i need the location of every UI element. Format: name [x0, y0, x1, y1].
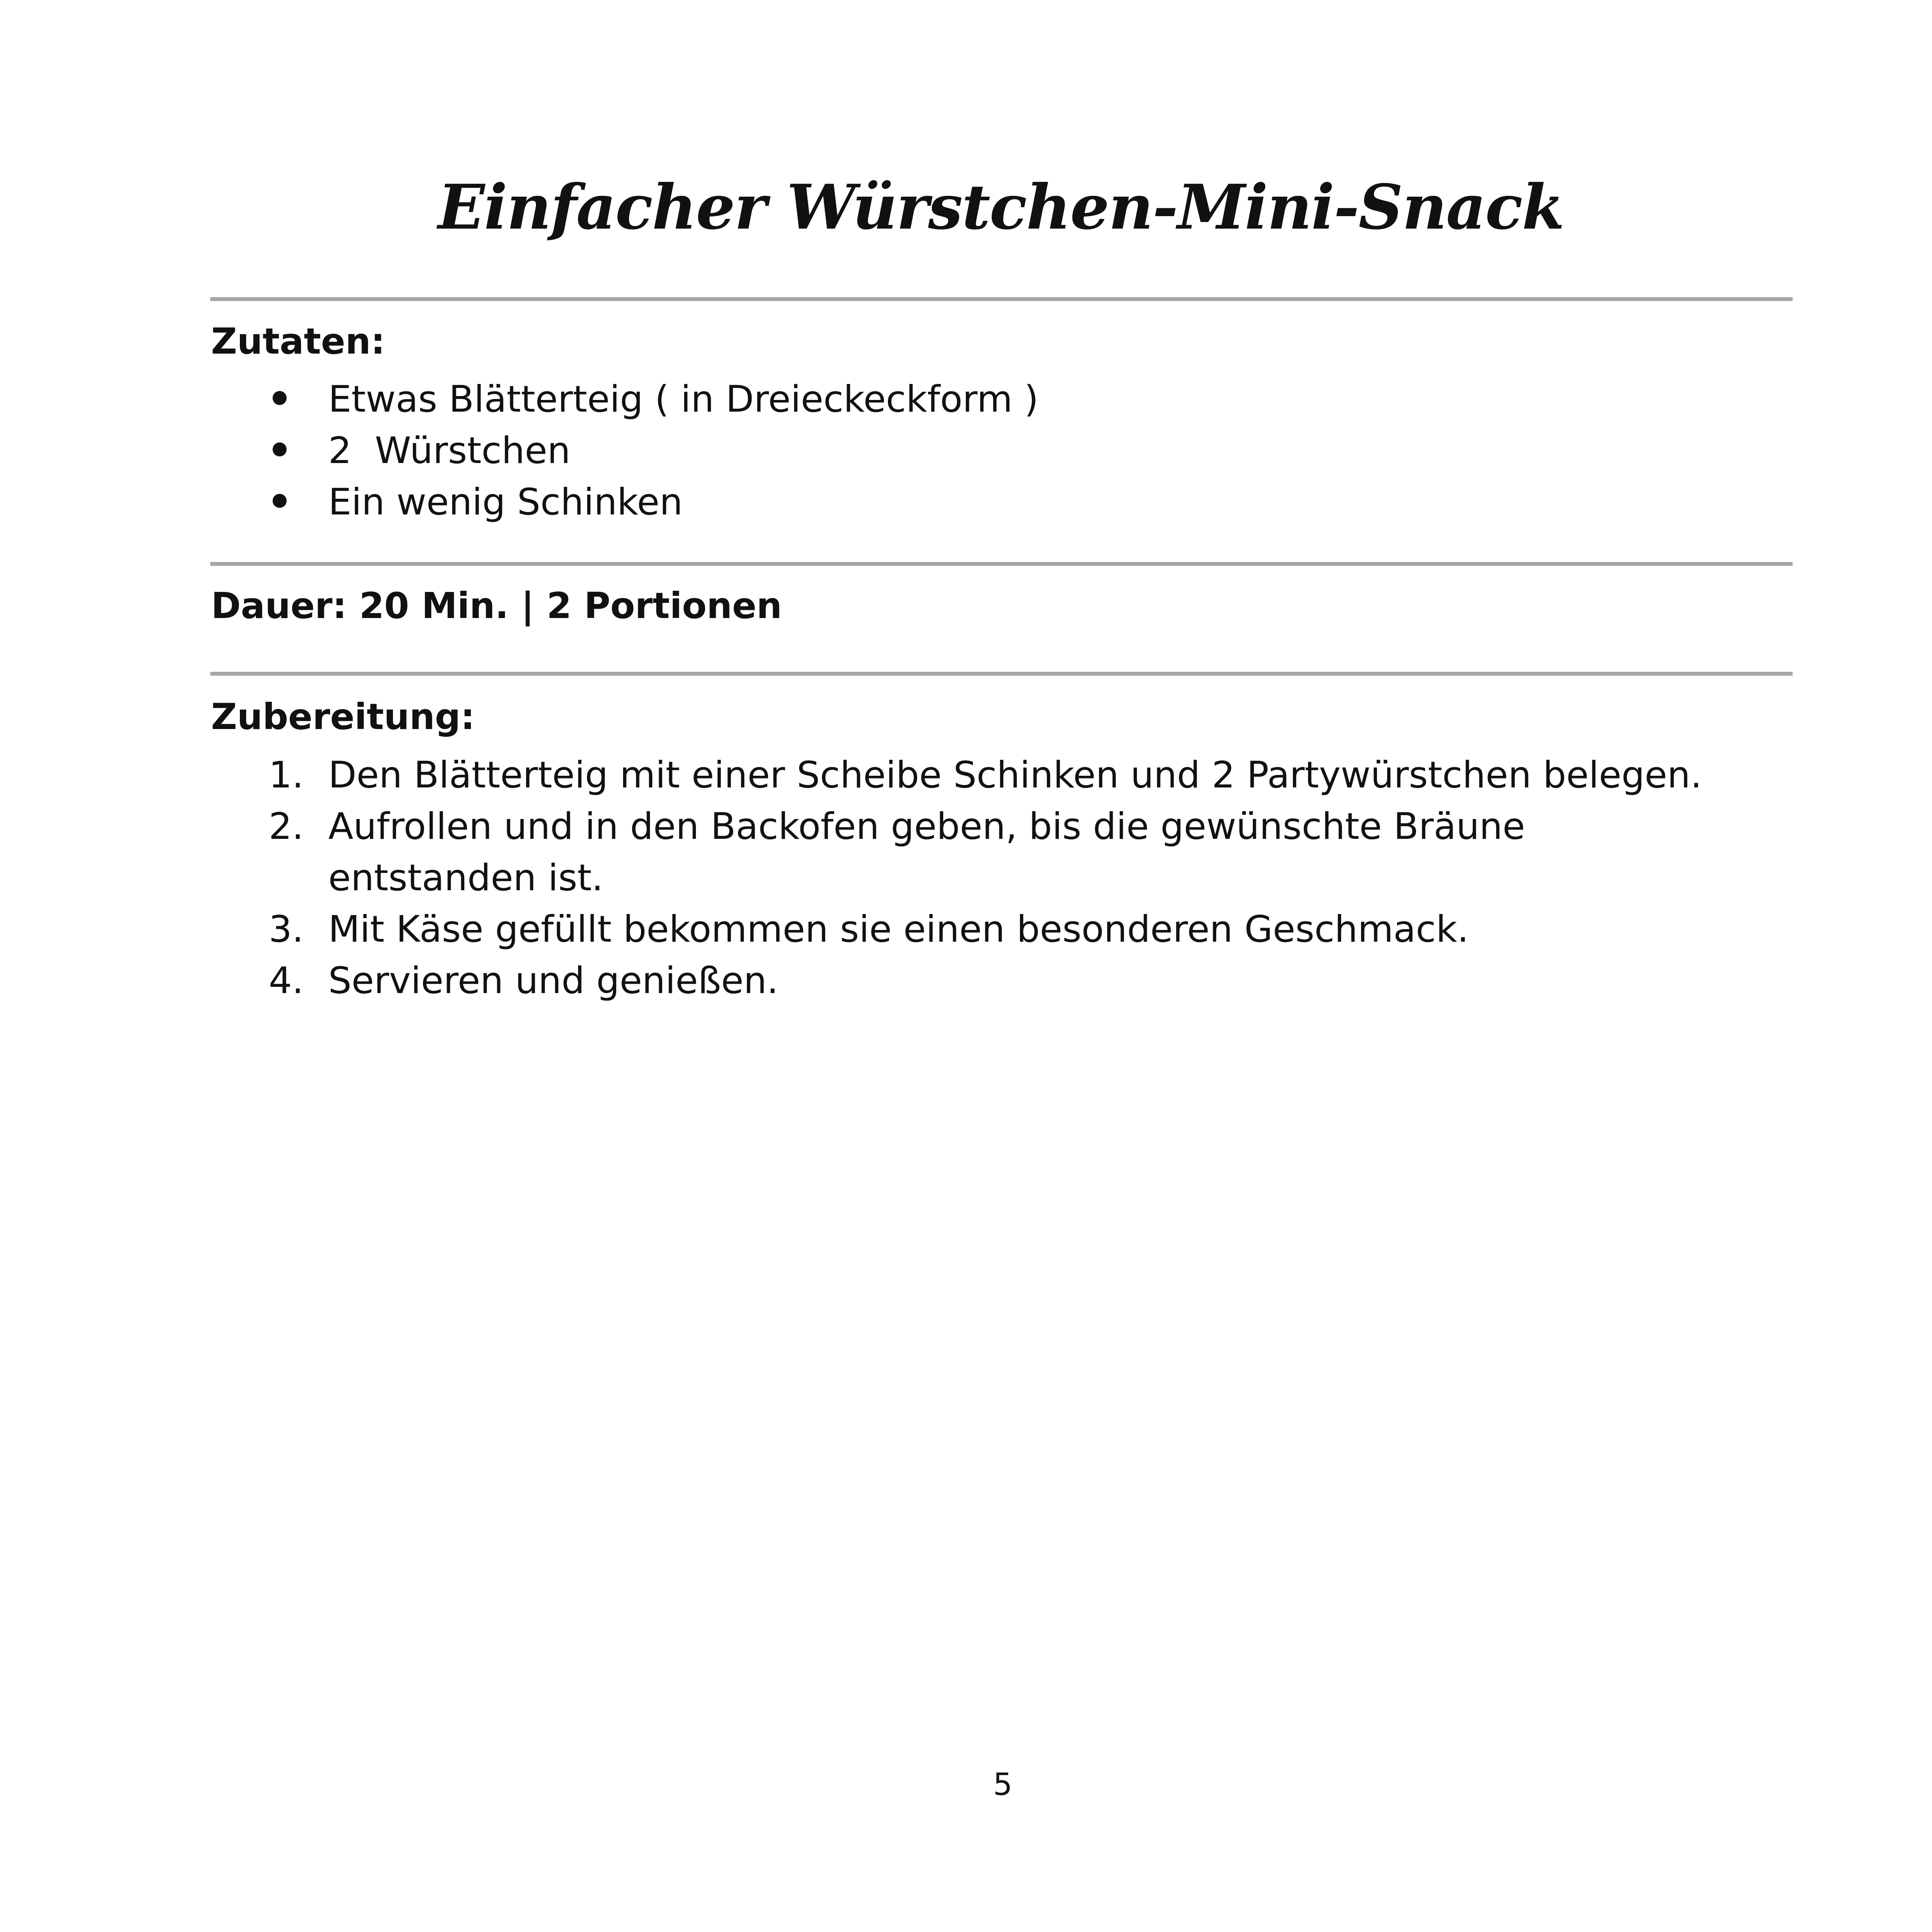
- ingredients-heading: Zutaten:: [211, 321, 385, 362]
- ingredient-text: Etwas Blätterteig ( in Dreieckeckform ): [328, 378, 1039, 421]
- divider-lower: [210, 672, 1793, 676]
- preparation-heading: Zubereitung:: [211, 696, 475, 738]
- ingredient-text: 2 Würstchen: [328, 430, 571, 472]
- duration-info: Dauer: 20 Min. | 2 Portionen: [211, 585, 782, 627]
- bullet-icon: [273, 391, 287, 405]
- step-number: 3.: [269, 908, 304, 951]
- recipe-title: Einfacher Würstchen-Mini-Snack: [438, 171, 1564, 243]
- step-text: Aufrollen und in den Backofen geben, bis die gewünschte Bräune entstanden ist.: [328, 805, 1525, 899]
- step-number: 1.: [269, 754, 304, 796]
- step-text: Den Blätterteig mit einer Scheibe Schinken und 2 Partywürstchen belegen.: [328, 754, 1702, 796]
- ingredient-text: Ein wenig Schinken: [328, 481, 683, 523]
- step-text: Mit Käse gefüllt bekommen sie einen besonderen Geschmack.: [328, 908, 1469, 951]
- step-number: 4.: [269, 960, 304, 1002]
- page-number: 5: [993, 1767, 1013, 1802]
- bullet-icon: [273, 442, 287, 456]
- divider-top: [210, 297, 1793, 301]
- bullet-icon: [273, 494, 287, 508]
- step-text: Servieren und genießen.: [328, 960, 778, 1002]
- divider-middle: [210, 562, 1793, 566]
- step-number: 2.: [269, 805, 304, 848]
